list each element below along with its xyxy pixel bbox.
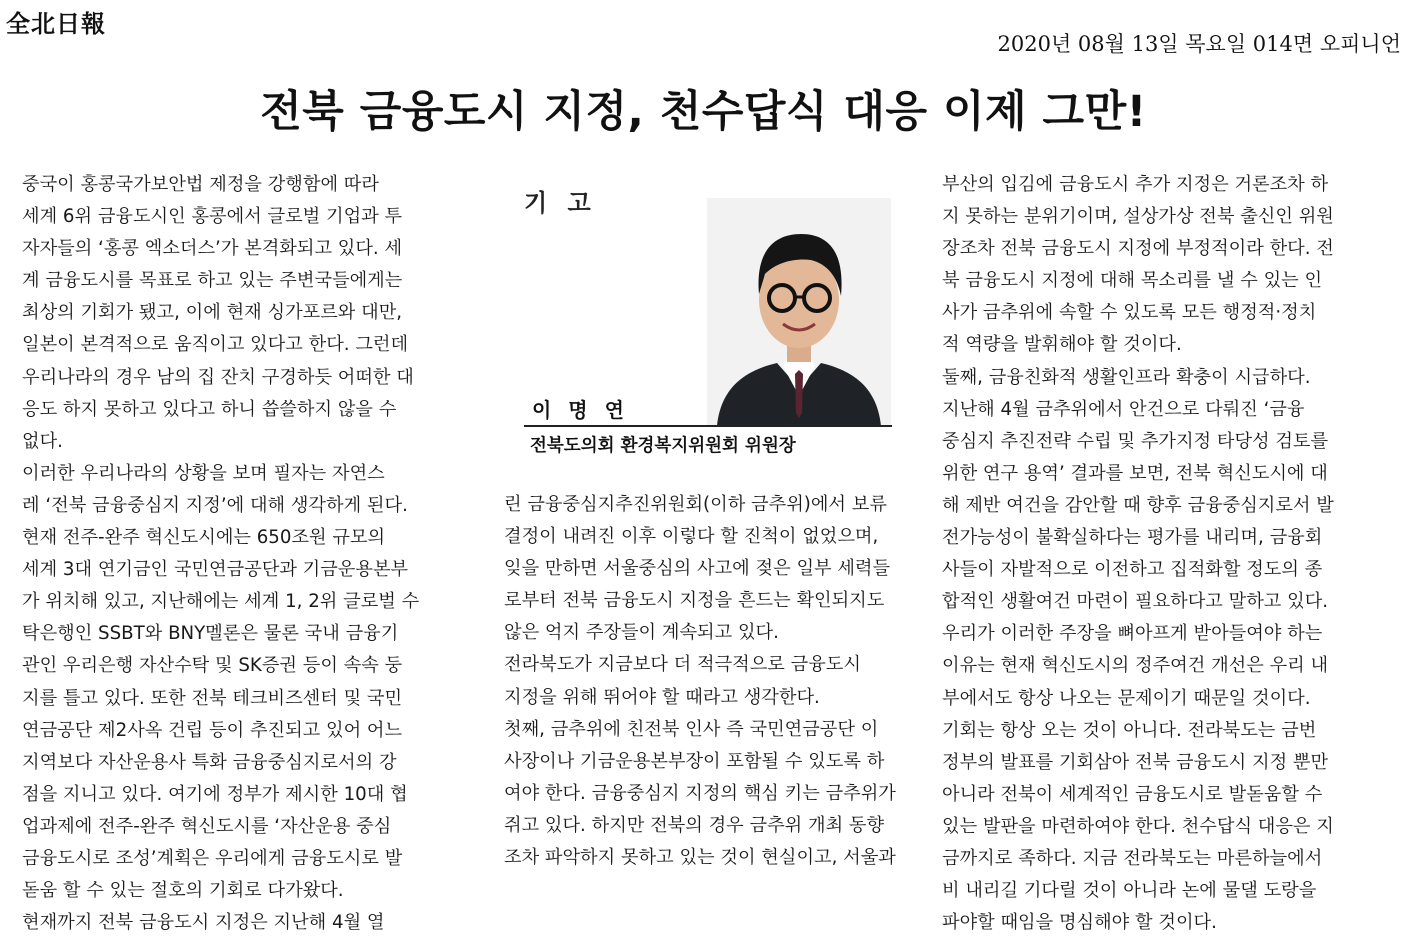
article-text-line: 이러한 우리나라의 상황을 보며 필자는 자연스 [22, 462, 385, 484]
article-text-line: 현재 전주-완주 혁신도시에는 650조원 규모의 [22, 527, 386, 549]
article-text-line: 지정을 위해 뛰어야 할 때라고 생각한다. [504, 686, 820, 708]
article-text-line: 기회는 항상 오는 것이 아니다. 전라북도는 금번 [942, 719, 1317, 741]
author-portrait-image [707, 198, 891, 426]
article-text-line: 장조차 전북 금융도시 지정에 부정적이라 한다. 전 [942, 238, 1334, 260]
article-text-line: 지를 틀고 있다. 또한 전북 테크비즈센터 및 국민 [22, 687, 403, 709]
article-text-line: 부산의 입김에 금융도시 추가 지정은 거론조차 하 [942, 174, 1329, 195]
article-text-line: 위한 연구 용역’ 결과를 보면, 전북 혁신도시에 대 [942, 462, 1328, 484]
newspaper-masthead: 全北日報 [6, 9, 106, 38]
article-text-line: 세계 3대 연기금인 국민연금공단과 기금운용본부 [22, 559, 409, 581]
article-text-line: 조차 파악하지 못하고 있는 것이 현실이고, 서울과 [504, 847, 896, 869]
article-text-line: 전가능성이 불확실하다는 평가를 내리며, 금융회 [942, 527, 1323, 549]
article-text-line: 돋움 할 수 있는 절호의 기회로 다가왔다. [22, 880, 344, 902]
article-text-line: 일본이 본격적으로 움직이고 있다고 한다. 그런데 [22, 334, 409, 356]
article-column-2 [504, 489, 896, 874]
article-text-line: 있는 발판을 마련하여야 한다. 천수답식 대응은 지 [942, 815, 1334, 837]
article-text-line: 레 ‘전북 금융중심지 지정’에 대해 생각하게 된다. [22, 494, 408, 516]
article-text-line: 응도 하지 못하고 있다고 하니 씁쓸하지 않을 수 [22, 398, 397, 420]
author-divider [524, 425, 892, 427]
section-label: 기 고 [524, 189, 597, 217]
article-text-line: 아니라 전북이 세계적인 금융도시로 발돋움할 수 [942, 783, 1323, 805]
article-text-line: 없다. [22, 430, 63, 452]
article-headline: 전북 금융도시 지정, 천수답식 대응 이제 그만! [260, 87, 1147, 137]
article-text-line: 사장이나 기금운용본부장이 포함될 수 있도록 하 [504, 750, 885, 772]
article-text-line: 가 위치해 있고, 지난해에는 세계 1, 2위 글로벌 수 [22, 591, 420, 613]
article-text-line: 파야할 때임을 명심해야 할 것이다. [942, 912, 1217, 934]
article-text-line: 점을 지니고 있다. 여기에 정부가 제시한 10대 협 [22, 783, 408, 805]
article-text-line: 잊을 만하면 서울중심의 사고에 젖은 일부 세력들 [504, 558, 891, 580]
article-text-line: 현재까지 전북 금융도시 지정은 지난해 4월 열 [22, 912, 385, 934]
article-text-line: 부에서도 항상 나오는 문제이기 때문일 것이다. [942, 687, 1311, 709]
author-photo [707, 198, 891, 426]
article-text-line: 지역보다 자산운용사 특화 금융중심지로서의 강 [22, 751, 397, 773]
author-title: 전북도의회 환경복지위원회 위원장 [530, 436, 796, 456]
article-text-line: 우리나라의 경우 남의 집 잔치 구경하듯 어떠한 대 [22, 366, 414, 388]
article-text-line: 금융도시로 조성’계획은 우리에게 금융도시로 발 [22, 847, 403, 869]
article-text-line: 린 금융중심지추진위원회(이하 금추위)에서 보류 [504, 494, 887, 515]
article-text-line: 지 못하는 분위기이며, 설상가상 전북 출신인 위원 [942, 206, 1334, 228]
article-text-line: 계 금융도시를 목표로 하고 있는 주변국들에게는 [22, 270, 403, 292]
article-text-line: 로부터 전북 금융도시 지정을 흔드는 확인되지도 [504, 590, 885, 612]
article-text-line: 업과제에 전주-완주 혁신도시를 ‘자산운용 중심 [22, 815, 392, 837]
article-text-line: 쥐고 있다. 하지만 전북의 경우 금추위 개최 동향 [504, 814, 885, 836]
article-text-line: 관인 우리은행 자산수탁 및 SK증권 등이 속속 둥 [22, 655, 403, 677]
article-text-line: 금까지로 족하다. 지금 전라북도는 마른하늘에서 [942, 847, 1323, 869]
author-name: 이 명 연 [532, 398, 629, 422]
article-text-line: 비 내리길 기다릴 것이 아니라 논에 물댈 도랑을 [942, 880, 1317, 902]
article-text-line: 사가 금추위에 속할 수 있도록 모든 행정적·정치 [942, 302, 1317, 324]
article-text-line: 적 역량을 발휘해야 할 것이다. [942, 334, 1182, 356]
article-text-line: 합적인 생활여건 마련이 필요하다고 말하고 있다. [942, 591, 1329, 613]
article-text-line: 첫째, 금추위에 친전북 인사 즉 국민연금공단 이 [504, 718, 879, 740]
article-text-line: 둘째, 금융친화적 생활인프라 확충이 시급하다. [942, 366, 1311, 388]
article-column-3 [942, 169, 1334, 939]
article-text-line: 해 제반 여건을 감안할 때 향후 금융중심지로서 발 [942, 494, 1334, 516]
article-text-line: 사들이 자발적으로 이전하고 집적화할 정도의 종 [942, 559, 1323, 581]
article-text-line: 중심지 추진전략 수립 및 추가지정 타당성 검토를 [942, 430, 1329, 452]
article-text-line: 이유는 현재 혁신도시의 정주여건 개선은 우리 내 [942, 655, 1329, 677]
article-text-line: 연금공단 제2사옥 건립 등이 추진되고 있어 어느 [22, 719, 403, 741]
article-text-line: 우리가 이러한 주장을 뼈아프게 받아들여야 하는 [942, 623, 1323, 645]
article-text-line: 탁은행인 SSBT와 BNY멜론은 물론 국내 금융기 [22, 623, 399, 645]
article-text-line: 북 금융도시 지정에 대해 목소리를 낼 수 있는 인 [942, 270, 1323, 292]
article-text-line: 지난해 4월 금추위에서 안건으로 다뤄진 ‘금융 [942, 398, 1305, 420]
article-text-line: 정부의 발표를 기회삼아 전북 금융도시 지정 뿐만 [942, 751, 1329, 773]
article-text-line: 결정이 내려진 이후 이렇다 할 진척이 없었으며, [504, 526, 879, 548]
article-text-line: 중국이 홍콩국가보안법 제정을 강행함에 따라 [22, 174, 379, 195]
article-text-line: 최상의 기회가 됐고, 이에 현재 싱가포르와 대만, [22, 302, 403, 324]
article-text-line: 여야 한다. 금융중심지 지정의 핵심 키는 금추위가 [504, 782, 896, 804]
article-text-line: 전라북도가 지금보다 더 적극적으로 금융도시 [504, 654, 861, 676]
article-text-line: 자자들의 ‘홍콩 엑소더스’가 본격화되고 있다. 세 [22, 238, 403, 260]
article-column-1 [22, 169, 419, 939]
article-text-line: 세계 6위 금융도시인 홍콩에서 글로벌 기업과 투 [22, 206, 403, 228]
article-text-line: 않은 억지 주장들이 계속되고 있다. [504, 622, 779, 644]
publication-dateline: 2020년 08월 13일 목요일 014면 오피니언 [997, 32, 1401, 56]
